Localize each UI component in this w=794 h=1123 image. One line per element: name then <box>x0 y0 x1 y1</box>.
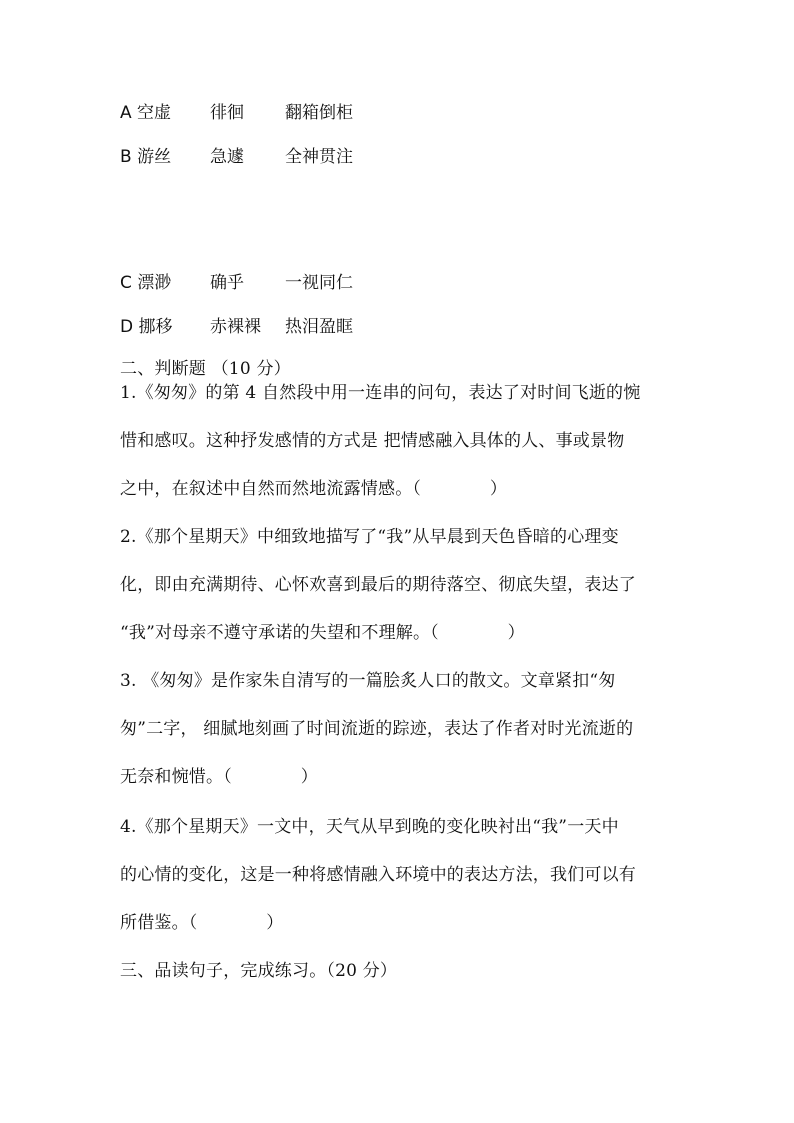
q3-line1: 3. 《匆匆》是作家朱自清写的一篇脍炙人口的散文。文章紧扣“匆 <box>120 671 616 691</box>
option-c-word2: 一视同仁 <box>285 273 353 293</box>
q4-line3: 所借鉴。（ ） <box>120 913 284 933</box>
option-b-word2: 全神贯注 <box>285 147 353 167</box>
q4-line2: 的心情的变化，这是一种将感情融入环境中的表达方法，我们可以有 <box>120 865 636 885</box>
option-b-label: B 游丝 <box>120 147 172 167</box>
q2-line1: 2.《那个星期天》中细致地描写了“我”从早晨到天色昏暗的心理变 <box>120 527 619 547</box>
option-b-word1: 急遽 <box>210 147 244 167</box>
option-a-label: A 空虚 <box>120 103 172 123</box>
option-d-label: D 挪移 <box>120 317 173 337</box>
q1-line1: 1.《匆匆》的第 4 自然段中用一连串的问句，表达了对时间飞逝的惋 <box>120 383 641 403</box>
q1-line2: 惜和感叹。这种抒发感情的方式是 把情感融入具体的人、事或景物 <box>120 431 625 451</box>
option-a-word2: 翻箱倒柜 <box>285 103 353 123</box>
q3-line3: 无奈和惋惜。（ ） <box>120 767 318 787</box>
option-d-word1: 赤裸裸 <box>210 317 261 337</box>
option-c-word1: 确乎 <box>210 273 244 293</box>
q1-line3: 之中，在叙述中自然而然地流露情感。（ ） <box>120 479 508 499</box>
option-a-word1: 徘徊 <box>210 103 244 123</box>
section2-heading: 二、判断题 （10 分） <box>120 359 291 379</box>
option-d-word2: 热泪盈眶 <box>285 317 353 337</box>
option-c-label: C 漂渺 <box>120 273 172 293</box>
q2-line3: “我”对母亲不遵守承诺的失望和不理解。（ ） <box>120 623 525 643</box>
section3-heading: 三、品读句子，完成练习。（20 分） <box>120 961 398 981</box>
q2-line2: 化，即由充满期待、心怀欢喜到最后的期待落空、彻底失望，表达了 <box>120 575 636 595</box>
q3-line2: 匆”二字， 细腻地刻画了时间流逝的踪迹，表达了作者对时光流逝的 <box>120 719 634 739</box>
q4-line1: 4.《那个星期天》一文中，天气从早到晚的变化映衬出“我”一天中 <box>120 817 619 837</box>
